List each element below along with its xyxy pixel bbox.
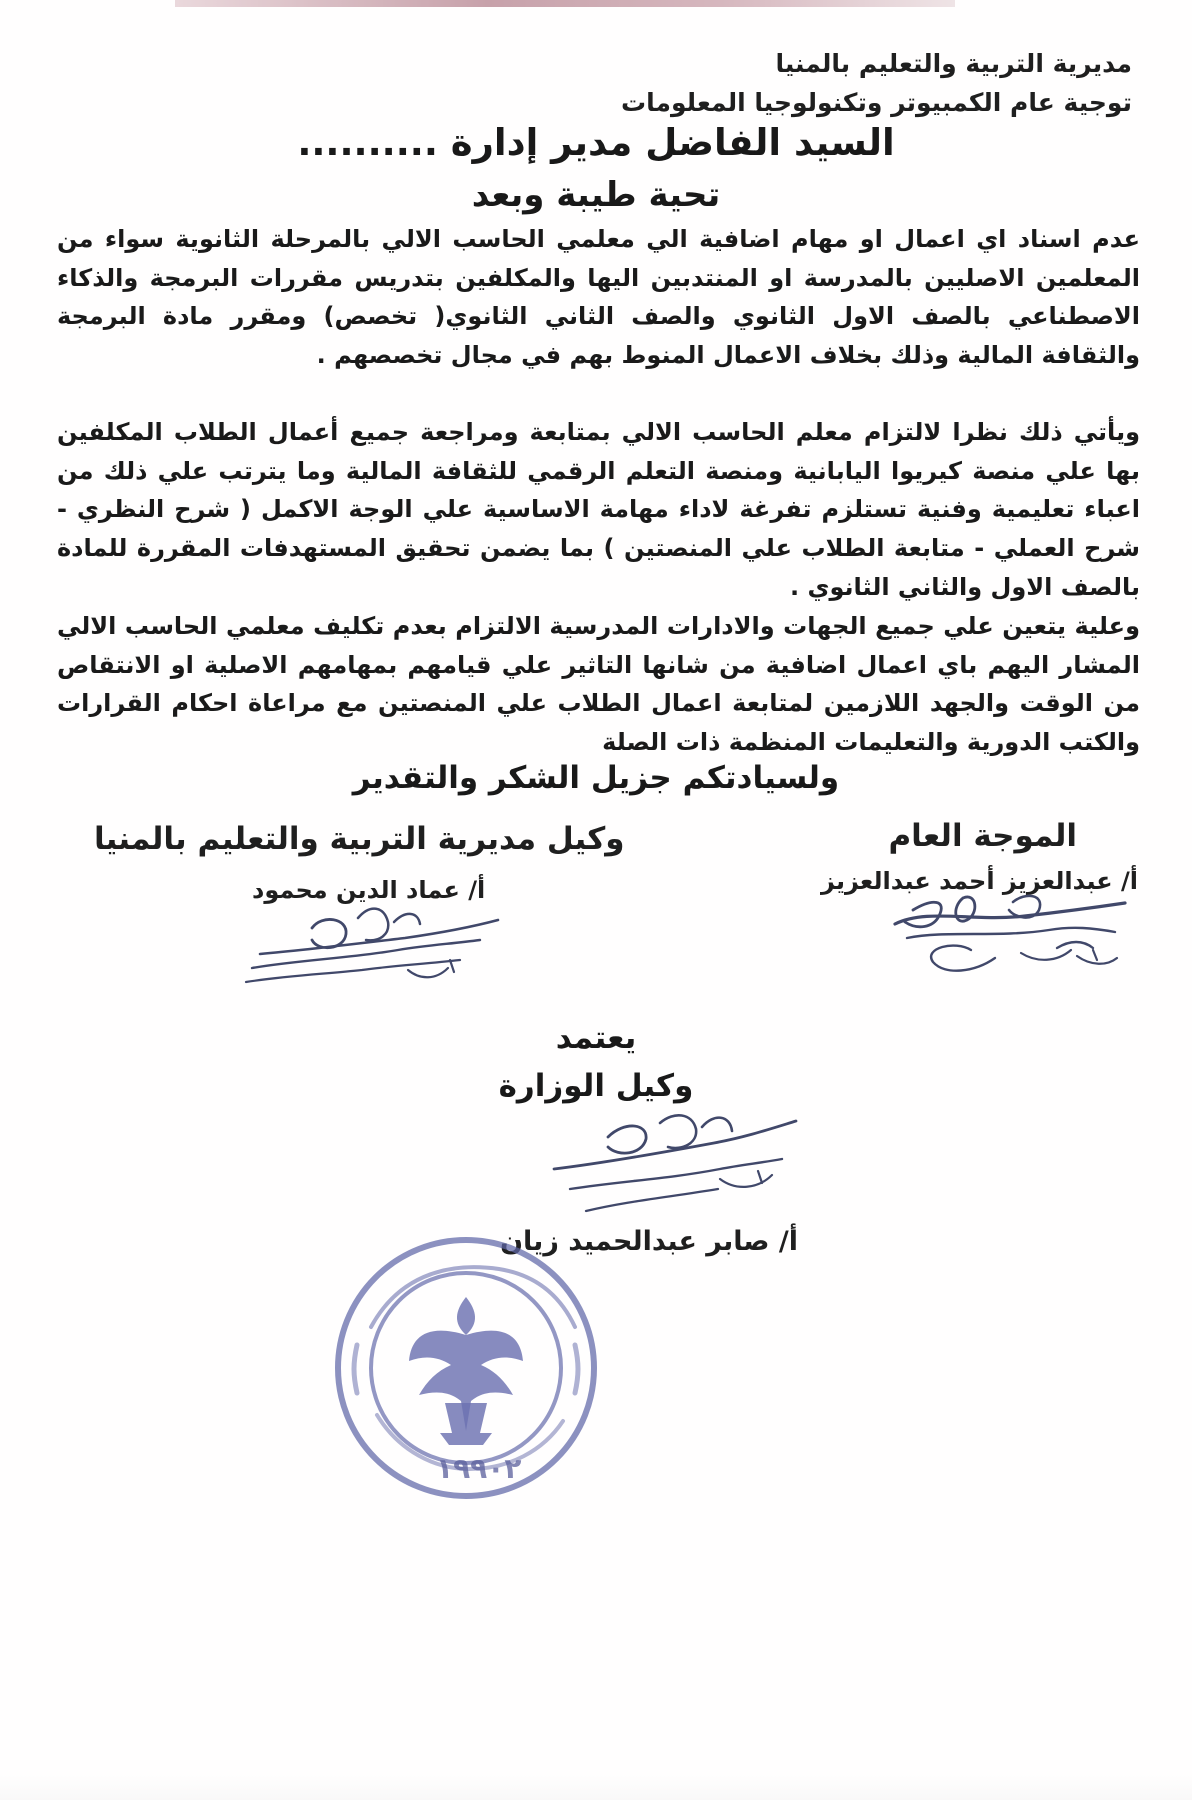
left-signature [230,894,520,1014]
left-signature-name: أ/ عماد الدين محمود [252,876,486,904]
approval-name: أ/ صابر عبدالحميد زيان [500,1226,798,1257]
page-bottom-shadow [0,1774,1192,1800]
left-signature-title: وكيل مديرية التربية والتعليم بالمنيا [94,821,625,857]
body-paragraph-3: وعلية يتعين علي جميع الجهات والادارات المدرسية الالتزام بعدم تكليف معلمي الحاسب الالي المشار اليهم باي اعمال اضافية من شانها التاثير علي قيامهم بمهامهم الاصلية او الانتقاص من الوقت والجهد اللازمين لمتابعة اعمال الطلاب علي المنصتين مع مراعاة احكام القرارات والكتب الدورية والتعليمات المنظمة ذات الصلة [57,612,1140,757]
right-signature-name: أ/ عبدالعزيز أحمد عبدالعزيز [821,867,1138,895]
body-paragraph-2: ويأتي ذلك نظرا لالتزام معلم الحاسب الالي بمتابعة ومراجعة جميع أعمال الطلاب المكلفين بها علي منصة كيريوا اليابانية ومنصة التعلم الرقمي للثقافة المالية وما يترتب علي ذلك من اعباء تعليمية وفنية تستلزم تفرغة لاداء مهامة الاساسية علي الوجة الاكمل ( شرح النظري - شرح العملي - متابعة الطلاب علي المنصتين ) بما يضمن تحقيق المستهدفات المقررة للمادة بالصف الاول والثاني الثانوي . [57,418,1140,601]
addressee-line: السيد الفاضل مدير إدارة .......... [297,121,895,164]
right-signature-title: الموجة العام [888,818,1077,854]
body-paragraph-1: عدم اسناد اي اعمال او مهام اضافية الي معلمي الحاسب الالي بالمرحلة الثانوية سواء من المعلمين الاصليين بالمدرسة او المنتدبين اليها والمكلفين بتدريس مقررات البرمجة والذكاء الاصطناعي بالصف الاول الثانوي والصف الثاني الثانوي( تخصص) ومقرر مادة البرمجة والثقافة المالية وذلك بخلاف الاعمال المنوط بهم في مجال تخصصهم . [57,225,1140,370]
top-edge-strip [175,0,955,7]
eagle-icon [409,1297,523,1445]
closing-line: ولسيادتكم جزيل الشكر والتقدير [352,760,840,796]
approval-label: يعتمد [555,1020,637,1056]
directorate-header: مديرية التربية والتعليم بالمنيا [775,49,1132,78]
greeting-line: تحية طيبة وبعد [471,175,721,215]
department-header: توجية عام الكمبيوتر وتكنولوجيا المعلومات [620,88,1132,117]
approval-signature [510,1093,810,1233]
right-signature [845,880,1145,990]
stamp-number: ١٩٩٠٢ [436,1452,522,1485]
approval-title: وكيل الوزارة [498,1068,694,1104]
